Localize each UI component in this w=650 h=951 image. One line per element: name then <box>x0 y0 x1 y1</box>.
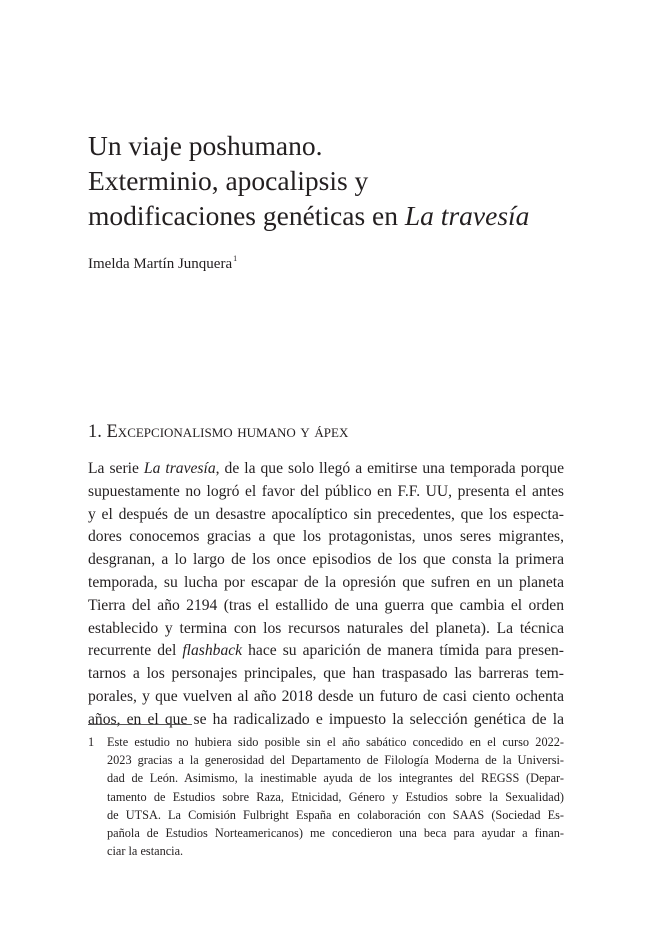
title-line-2: Exterminio, apocalipsis y <box>88 165 369 196</box>
body-text: tarnos a los personajes principales, que han traspasado las barreras tem- <box>88 665 564 683</box>
body-line <box>88 709 564 732</box>
body-text: temporada, su lucha por escapar de la opresión que sufren en un planeta <box>88 573 564 591</box>
body-line <box>88 526 564 549</box>
body-line <box>88 504 564 527</box>
section-heading <box>88 421 568 443</box>
section-heading-text: Excepcionalismo humano y ápex <box>106 422 349 442</box>
footnote-rule <box>88 724 192 725</box>
title-line-1: Un viaje poshumano. <box>88 130 323 161</box>
body-italic-text: flashback <box>182 642 243 660</box>
body-text: hace su aparición de manera tímida para presen- <box>242 642 565 660</box>
body-line <box>88 549 564 572</box>
body-line <box>88 458 564 481</box>
footnote-line: dad de León. Asimismo, la inestimable ayuda de los integrantes del REGSS (Depar- <box>107 771 564 786</box>
footnote-line: 2023 gracias a la generosidad del Departamento de Filología Moderna de la Universi- <box>107 753 564 768</box>
chapter-title <box>88 128 588 233</box>
body-text: dores conocemos gracias a que los protagonistas, unos seres migrantes, <box>88 528 564 546</box>
body-paragraph <box>88 458 564 732</box>
body-line <box>88 640 564 663</box>
body-text: Tierra del año 2194 (tras el estallido de una guerra que cambia el orden <box>88 596 564 614</box>
footnote-mark: 1 <box>233 254 238 263</box>
title-italic-series: La travesía <box>404 200 530 231</box>
author-line <box>88 250 237 273</box>
footnote-line: Este estudio no hubiera sido posible sin el año sabático concedido en el curso 2022- <box>107 735 564 749</box>
footnote-number: 1 <box>88 735 95 749</box>
body-text: establecido y termina con los recursos naturales del planeta). La técnica <box>88 619 564 637</box>
footnote-line: ciar la estancia. <box>107 844 184 859</box>
body-text: La serie <box>88 460 144 477</box>
body-line <box>88 663 564 686</box>
footnote-line: pañola de Estudios Norteamericanos) me concedieron una beca para ayudar a finan- <box>107 825 564 840</box>
body-text: supuestamente no logró el favor del público en F.F. UU, presenta el antes <box>88 482 564 500</box>
body-line <box>88 595 564 618</box>
body-text: y el después de un desastre apocalíptico sin precedentes, que los especta- <box>88 505 564 523</box>
body-line <box>88 618 564 641</box>
footnote-line: tamento de Estudios sobre Raza, Etnicidad, Género y Estudios sobre la Sexualidad) <box>107 789 564 804</box>
title-line-3-text: modificaciones genéticas en <box>88 200 405 231</box>
body-text: , de la que solo llegó a emitirse una temporada porque <box>215 460 565 477</box>
body-line <box>88 481 564 504</box>
body-line <box>88 686 564 709</box>
footnote <box>88 733 564 860</box>
body-italic-text: La travesía <box>143 460 216 477</box>
body-text: desgranan, a lo largo de los once episodios de los que consta la primera <box>88 551 564 569</box>
title-line-3 <box>88 198 588 233</box>
body-text: años, en el que se ha radicalizado e impuesto la selección genética de la <box>88 710 564 728</box>
body-line <box>88 572 564 595</box>
footnote-line: de UTSA. La Comisión Fulbright España en colaboración con SAAS (Sociedad Es- <box>107 807 564 822</box>
section-number: 1. <box>88 422 102 442</box>
body-text: porales, y que vuelven al año 2018 desde un futuro de casi ciento ochenta <box>88 687 564 705</box>
author-name: Imelda Martín Junquera <box>88 256 233 272</box>
body-text: recurrente del <box>88 642 183 660</box>
